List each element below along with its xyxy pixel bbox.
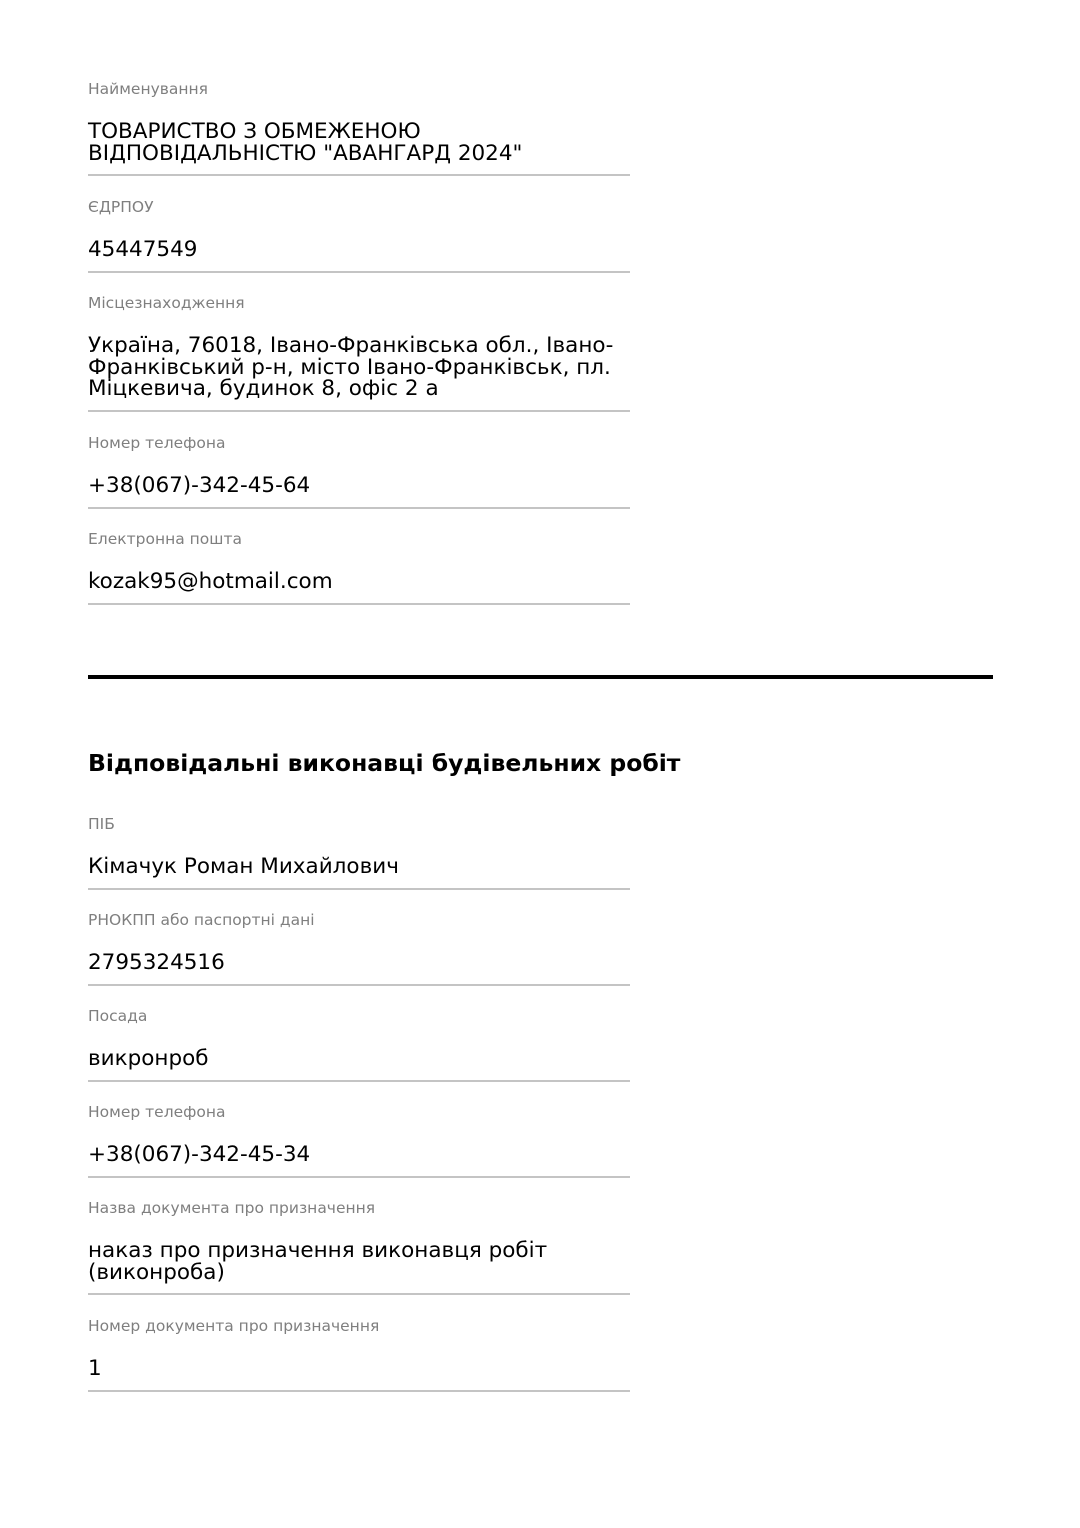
pib-field	[88, 815, 630, 890]
edrpou-field	[88, 198, 630, 273]
doc-number-value: 1	[88, 1356, 102, 1381]
position-field	[88, 1007, 630, 1082]
edrpou-label: ЄДРПОУ	[88, 198, 154, 216]
executor-phone-value: +38(067)-342-45-34	[88, 1142, 311, 1167]
section-divider	[88, 675, 993, 679]
doc-name-label: Назва документа про призначення	[88, 1199, 376, 1217]
rnokpp-field	[88, 911, 630, 986]
email-field	[88, 530, 630, 605]
section-heading: Відповідальні виконавці будівельних робіт	[88, 749, 681, 777]
email-label: Електронна пошта	[88, 530, 242, 548]
company-phone-field	[88, 434, 630, 509]
company-name-label: Найменування	[88, 80, 208, 98]
executor-phone-field	[88, 1103, 630, 1178]
company-phone-label: Номер телефона	[88, 434, 226, 452]
pib-label: ПІБ	[88, 815, 115, 833]
location-label: Місцезнаходження	[88, 294, 245, 312]
company-name-field	[88, 80, 630, 176]
company-name-value: ТОВАРИСТВО З ОБМЕЖЕНОЮ ВІДПОВІДАЛЬНІСТЮ "АВАНГАРД 2024"	[88, 119, 523, 166]
doc-number-label: Номер документа про призначення	[88, 1317, 380, 1335]
location-field	[88, 294, 630, 412]
company-phone-value: +38(067)-342-45-64	[88, 473, 311, 498]
edrpou-value: 45447549	[88, 237, 198, 262]
position-label: Посада	[88, 1007, 148, 1025]
doc-name-field	[88, 1199, 630, 1295]
email-value: kozak95@hotmail.com	[88, 569, 333, 594]
pib-value: Кімачук Роман Михайлович	[88, 854, 399, 879]
position-value: викронроб	[88, 1046, 209, 1071]
rnokpp-label: РНОКПП або паспортні дані	[88, 911, 315, 929]
doc-name-value: наказ про призначення виконавця робіт (виконроба)	[88, 1238, 548, 1285]
doc-number-field	[88, 1317, 630, 1392]
location-value: Україна, 76018, Івано-Франківська обл., Івано- Франківський р-н, місто Івано-Франківськ, пл. Міцкевича, будинок 8, офіс 2 а	[88, 333, 614, 401]
executor-phone-label: Номер телефона	[88, 1103, 226, 1121]
rnokpp-value: 2795324516	[88, 950, 225, 975]
